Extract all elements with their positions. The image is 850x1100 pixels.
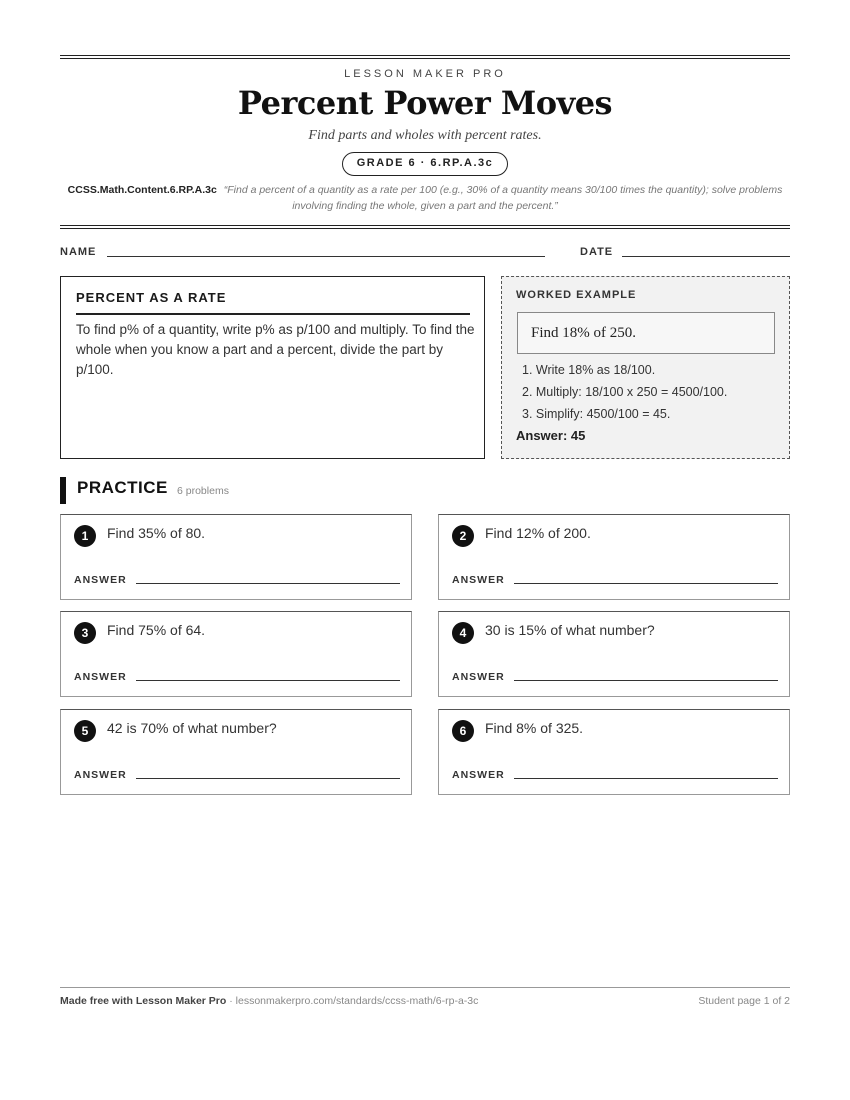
problem-number: 5 — [74, 720, 96, 742]
problem-text: Find 12% of 200. — [485, 525, 591, 541]
worked-example-heading: WORKED EXAMPLE — [516, 289, 637, 301]
problem-text: Find 8% of 325. — [485, 720, 584, 736]
answer-label: ANSWER — [452, 769, 505, 781]
name-label: NAME — [60, 246, 97, 258]
standard-description — [60, 182, 790, 214]
problem-card-3 — [60, 611, 412, 697]
answer-field[interactable] — [136, 583, 400, 584]
footer-url[interactable]: · lessonmakerpro.com/standards/ccss-math/6-rp-a-3c — [226, 995, 479, 1007]
practice-heading: PRACTICE — [77, 478, 168, 497]
answer-field[interactable] — [136, 680, 400, 681]
answer-label: ANSWER — [74, 671, 127, 683]
header-rule-top — [60, 55, 790, 56]
worked-example-problem: Find 18% of 250. — [517, 312, 775, 354]
answer-field[interactable] — [136, 778, 400, 779]
answer-field[interactable] — [514, 583, 778, 584]
answer-field[interactable] — [514, 778, 778, 779]
standard-text: “Find a percent of a quantity as a rate per 100 (e.g., 30% of a quantity means 30/100 times the quantity); solve problems involving finding the whole, given a part and the percent.” — [223, 184, 783, 212]
footer-made-with: Made free with Lesson Maker Pro — [60, 995, 227, 1007]
problem-text: 42 is 70% of what number? — [107, 720, 277, 736]
worksheet-title: Percent Power Moves — [237, 84, 613, 122]
concept-body: To find p% of a quantity, write p% as p/100 and multiply. To find the whole when you know a part and a percent, divide the part by p/100. — [76, 322, 475, 377]
answer-label: ANSWER — [74, 574, 127, 586]
practice-accent-bar — [60, 477, 66, 504]
date-label: DATE — [580, 246, 614, 258]
problem-number: 2 — [452, 525, 474, 547]
problem-card-2 — [438, 514, 790, 600]
header-rule-bottom — [60, 225, 790, 226]
footer-page-label: Student page 1 of 2 — [698, 995, 790, 1007]
date-field[interactable] — [622, 256, 790, 257]
problem-number: 4 — [452, 622, 474, 644]
problem-card-6 — [438, 709, 790, 795]
worked-example-step: 2. Multiply: 18/100 x 250 = 4500/100. — [522, 385, 728, 399]
answer-label: ANSWER — [452, 671, 505, 683]
footer-credit — [60, 995, 478, 1007]
answer-label: ANSWER — [74, 769, 127, 781]
grade-badge: GRADE 6 · 6.RP.A.3c — [342, 152, 508, 176]
header-rule-top-2 — [60, 58, 790, 59]
problem-card-5 — [60, 709, 412, 795]
worked-example-steps — [522, 359, 727, 425]
worked-example-box — [501, 276, 790, 459]
worked-example-step: 3. Simplify: 4500/100 = 45. — [522, 407, 671, 421]
worksheet-subtitle: Find parts and wholes with percent rates. — [308, 128, 542, 143]
problem-number: 1 — [74, 525, 96, 547]
concept-heading: PERCENT AS A RATE — [76, 290, 470, 315]
problem-number: 6 — [452, 720, 474, 742]
problem-text: Find 35% of 80. — [107, 525, 206, 541]
problem-card-1 — [60, 514, 412, 600]
practice-count: 6 problems — [177, 485, 229, 497]
standard-code: CCSS.Math.Content.6.RP.A.3c — [67, 184, 217, 196]
worked-example-step: 1. Write 18% as 18/100. — [522, 363, 656, 377]
name-field[interactable] — [107, 256, 545, 257]
worksheet-page — [60, 0, 790, 1100]
footer-rule — [60, 987, 790, 988]
answer-label: ANSWER — [452, 574, 505, 586]
concept-box — [60, 276, 485, 459]
problem-card-4 — [438, 611, 790, 697]
problem-text: 30 is 15% of what number? — [485, 622, 655, 638]
brand-name: LESSON MAKER PRO — [344, 68, 506, 80]
problem-number: 3 — [74, 622, 96, 644]
worked-example-answer: Answer: 45 — [516, 428, 586, 443]
problem-text: Find 75% of 64. — [107, 622, 206, 638]
header-rule-bottom-2 — [60, 228, 790, 229]
answer-field[interactable] — [514, 680, 778, 681]
